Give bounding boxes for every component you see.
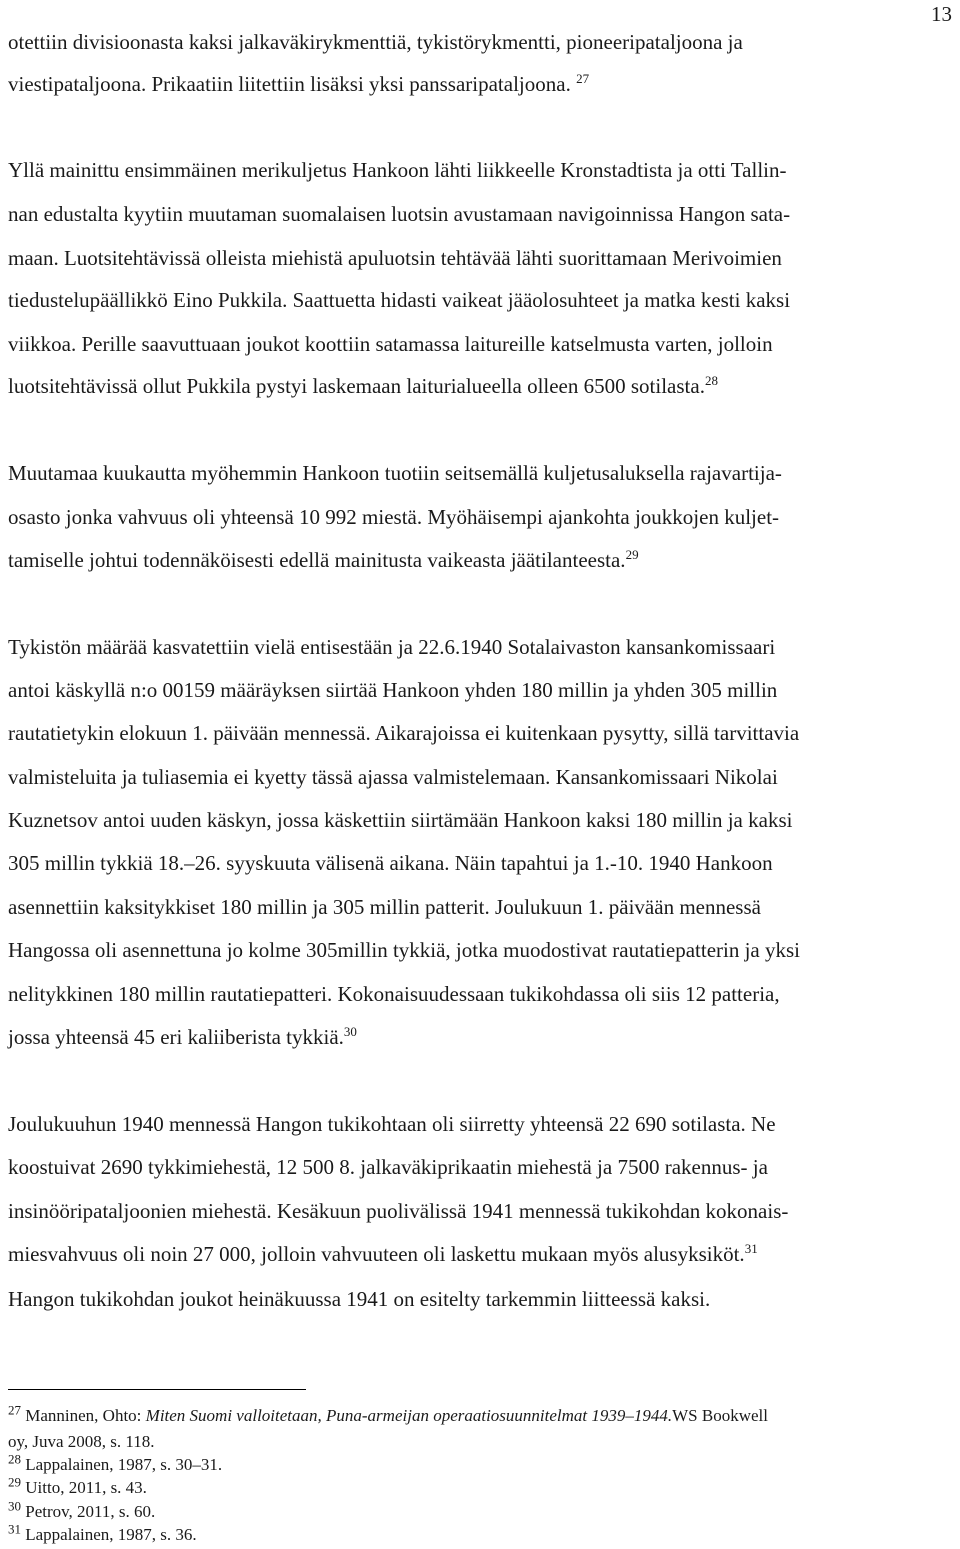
footnote: $^{31}$ Lappalainen, 1987, s. 36. — [8, 1521, 197, 1544]
text-line: otettiin divisioonasta kaksi jalkaväkirykmenttiä, tykistörykmentti, pioneeripataljoona ja — [8, 30, 743, 54]
text-line: Tykistön määrää kasvatettiin vielä entisestään ja 22.6.1940 Sotalaivaston kansankomissaari — [8, 635, 776, 659]
footnote-ref: 29 — [625, 547, 639, 562]
footnote: $^{27}$ Manninen, Ohto: Miten Suomi valloitetaan, Puna-armeijan operaatiosuunnitelmat 1939–1944.WS Bookwell — [8, 1402, 768, 1425]
footnote: $^{30}$ Petrov, 2011, s. 60. — [8, 1498, 156, 1521]
text-line: valmisteluita ja tuliasemia ei kyetty tässä ajassa valmistelemaan. Kansankomissaari Nikolai — [8, 765, 778, 789]
text-line: 305 millin tykkiä 18.–26. syyskuuta välisenä aikana. Näin tapahtui ja 1.-10. 1940 Hankoon — [8, 851, 773, 875]
text-line: Kuznetsov antoi uuden käskyn, jossa käskettiin siirtämään Hankoon kaksi 180 millin ja kaksi — [8, 808, 793, 832]
text-line: nelitykkinen 180 millin rautatiepatteri. Kokonaisuudessaan tukikohdassa oli siis 12 patteria, — [8, 982, 780, 1006]
text-line: koostuivat 2690 tykkimiehestä, 12 500 8. jalkaväkiprikaatin miehestä ja 7500 rakennus- ja — [8, 1155, 768, 1179]
footnote-continuation: oy, Juva 2008, s. 118. — [8, 1432, 155, 1451]
text-line: miesvahvuus oli noin 27 000, jolloin vahvuuteen oli laskettu mukaan myös alusyksiköt.$^{31}$ — [8, 1241, 758, 1266]
text-line: luotsitehtävissä ollut Pukkila pystyi laskemaan laiturialueella olleen 6500 sotilasta.$^{28}$ — [8, 373, 718, 398]
footnote: $^{28}$ Lappalainen, 1987, s. 30–31. — [8, 1451, 223, 1474]
text-line: insinööripataljoonien miehestä. Kesäkuun puolivälissä 1941 mennessä tukikohdan kokonais- — [8, 1199, 789, 1223]
footnote-ref: 31 — [744, 1241, 758, 1256]
text-line: Hangossa oli asennettuna jo kolme 305millin tykkiä, jotka muodostivat rautatiepatterin ja yksi — [8, 938, 801, 962]
text-line: viestipataljoona. Prikaatiin liitettiin lisäksi yksi panssaripataljoona. $^{27}$ — [8, 71, 590, 96]
footnote-ref: 27 — [576, 71, 590, 86]
text-line: maan. Luotsitehtävissä olleista miehistä apuluotsin tehtävää lähti suorittamaan Merivoimien — [8, 246, 782, 270]
text-line: tamiselle johtui todennäköisesti edellä mainitusta vaikeasta jäätilanteesta.$^{29}$ — [8, 547, 639, 572]
footnote-ref: 30 — [343, 1024, 357, 1039]
footnote-ref: 28 — [704, 373, 718, 388]
page-number: 13 — [931, 2, 952, 26]
text-line: asennettiin kaksitykkiset 180 millin ja 305 millin patterit. Joulukuun 1. päivään mennessä — [8, 895, 761, 919]
text-line: viikkoa. Perille saavuttuaan joukot koottiin satamassa laitureille katselmusta varten, jolloin — [8, 332, 773, 356]
text-line: Yllä mainittu ensimmäinen merikuljetus Hankoon lähti liikkeelle Kronstadtista ja otti Tallin- — [8, 158, 787, 182]
text-line: Hangon tukikohdan joukot heinäkuussa 1941 on esitelty tarkemmin liitteessä kaksi. — [8, 1287, 711, 1311]
text-line: osasto jonka vahvuus oli yhteensä 10 992 miestä. Myöhäisempi ajankohta joukkojen kuljet- — [8, 505, 780, 529]
text-line: Muutamaa kuukautta myöhemmin Hankoon tuotiin seitsemällä kuljetusaluksella rajavartija- — [8, 461, 782, 485]
footnote-separator — [8, 1389, 306, 1390]
text-line: Joulukuuhun 1940 mennessä Hangon tukikohtaan oli siirretty yhteensä 22 690 sotilasta. Ne — [8, 1112, 776, 1136]
text-line: nan edustalta kyytiin muutaman suomalaisen luotsin avustamaan navigoinnissa Hangon sata- — [8, 202, 791, 226]
text-line: tiedustelupäällikkö Eino Pukkila. Saattuetta hidasti vaikeat jääolosuhteet ja matka kesti kaksi — [8, 288, 791, 312]
footnote: $^{29}$ Uitto, 2011, s. 43. — [8, 1474, 147, 1497]
text-line: rautatietykin elokuun 1. päivään mennessä. Aikarajoissa ei kuitenkaan pysytty, sillä tarvittavia — [8, 721, 800, 745]
text-line: antoi käskyllä n:o 00159 määräyksen siirtää Hankoon yhden 180 millin ja yhden 305 millin — [8, 678, 778, 702]
text-line: jossa yhteensä 45 eri kaliiberista tykkiä.$^{30}$ — [8, 1024, 357, 1049]
